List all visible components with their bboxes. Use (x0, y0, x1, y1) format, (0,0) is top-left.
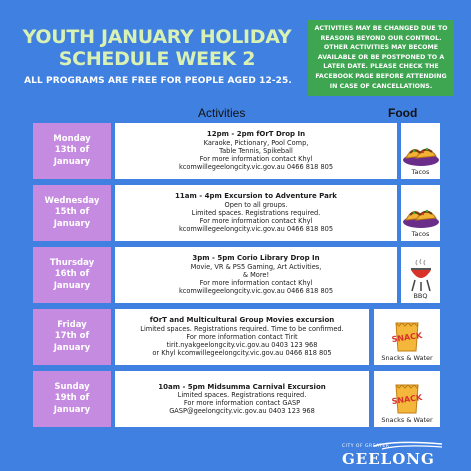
title-line-2: SCHEDULE WEEK 2 (58, 48, 256, 70)
day-label: Thursday 16th of January (49, 257, 95, 291)
logo-name: GEELONG (342, 450, 435, 468)
tacos-icon (402, 138, 440, 168)
schedule-row (33, 309, 440, 365)
activities-column-header: Activities (198, 106, 246, 120)
title-line-1: YOUTH JANUARY HOLIDAY (22, 26, 292, 48)
notice-box: ACTIVITIES MAY BE CHANGED DUE TO REASONS BEYOND OUR CONTROL. OTHER ACTIVITIES MAY BECOME AVAILABLE OR BE POSTPONED TO A LATER DATE. PLEASE CHECK THE FACEBOOK PAGE BEFORE ATTENDING IN CASE OF CANCELLATIONS. (308, 20, 454, 96)
activity-heading: fOrT and Multicultural Group Movies excursion (149, 316, 335, 325)
logo-subtitle: CITY OF GREATER (342, 444, 390, 449)
activity-cell (115, 247, 397, 303)
activity-cell (115, 123, 397, 179)
activity-cell (115, 185, 397, 241)
food-label: Snacks & Water (381, 416, 433, 424)
day-cell (33, 371, 111, 427)
schedule-row (33, 185, 440, 241)
activity-cell (115, 309, 369, 365)
day-cell (33, 247, 111, 303)
day-label: Friday 17th of January (53, 319, 91, 353)
schedule-row (33, 247, 440, 303)
activity-details: Open to all groups. Limited spaces. Registrations required. For more information contact Khyl kcomwillegeelongcity.vic.gov.au 0466 818 805 (178, 200, 334, 234)
subtitle: ALL PROGRAMS ARE FREE FOR PEOPLE AGED 12-25. (24, 76, 292, 86)
day-label: Sunday 19th of January (53, 381, 91, 415)
food-label: BBQ (413, 292, 428, 300)
activity-details: Karaoke, Pictionary, Pool Comp, Table Tennis, Spikeball For more information contact Khyl kcomwillegeelongcity.vic.gov.au 0466 818 805 (178, 138, 334, 172)
day-label: Monday 13th of January (53, 133, 91, 167)
food-cell (401, 185, 440, 241)
bbq-icon (406, 258, 436, 292)
food-label: Snacks & Water (381, 354, 433, 362)
food-cell (374, 309, 440, 365)
geelong-logo (334, 440, 454, 468)
activity-details: Limited spaces. Registrations required. For more information contact GASP GASP@geelongcity.vic.gov.au 0403 123 968 (169, 390, 315, 416)
tacos-icon (402, 200, 440, 230)
food-column-header: Food (388, 106, 418, 120)
activity-heading: 3pm - 5pm Corio Library Drop In (192, 254, 320, 263)
day-cell (33, 123, 111, 179)
food-label: Tacos (411, 230, 430, 238)
snack-icon (390, 320, 424, 354)
page-title (22, 26, 292, 70)
activity-details: Movie, VR & PS5 Gaming, Art Activities, & More! For more information contact Khyl kcomwillegeelongcity.vic.gov.au 0466 818 805 (178, 262, 334, 296)
food-cell (374, 371, 440, 427)
day-cell (33, 309, 111, 365)
activity-cell (115, 371, 369, 427)
food-cell (401, 123, 440, 179)
schedule-row (33, 123, 440, 179)
svg-text:SNACK: SNACK (391, 330, 423, 345)
food-cell (401, 247, 440, 303)
activity-heading: 10am - 5pm Midsumma Carnival Excursion (158, 382, 326, 391)
activity-details: Limited spaces. Registrations required. Time to be confirmed. For more information contact Tirit tirit.nyakgeelongcity.vic.gov.au 0403 123 968 or Khyl kcomwillegeelongcity.vic.gov.au 0466 818 805 (140, 324, 344, 358)
activity-heading: 11am - 4pm Excursion to Adventure Park (175, 192, 337, 201)
schedule-row (33, 371, 440, 427)
snack-icon (390, 382, 424, 416)
day-label: Wednesday 15th of January (44, 195, 100, 229)
day-cell (33, 185, 111, 241)
food-label: Tacos (411, 168, 430, 176)
activity-heading: 12pm - 2pm fOrT Drop In (206, 130, 306, 139)
svg-text:SNACK: SNACK (391, 392, 423, 407)
